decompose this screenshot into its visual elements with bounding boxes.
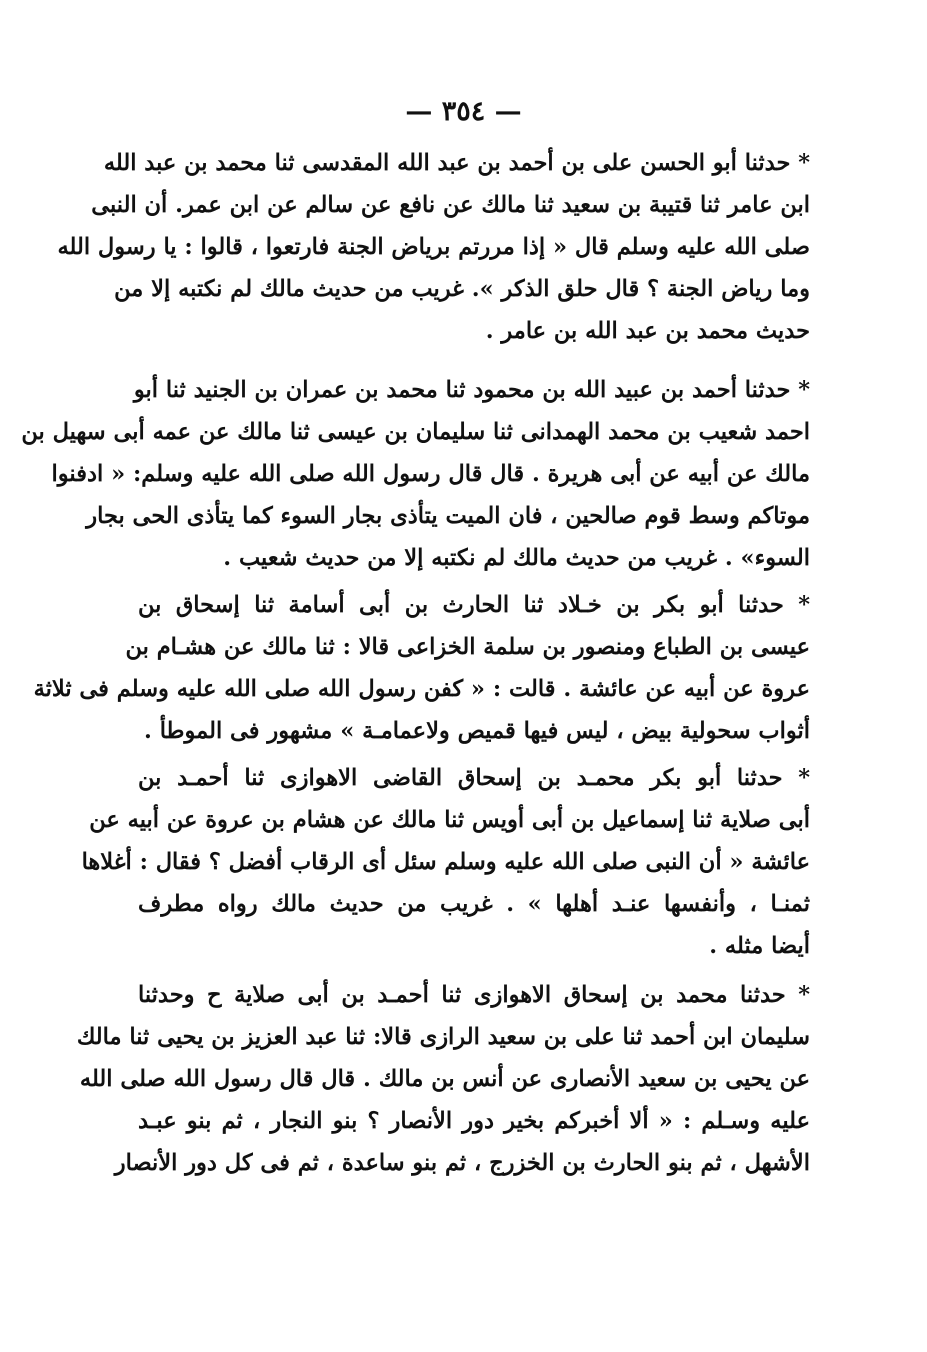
text-line: سليمان ابن أحمد ثنا على بن سعيد الرازى قالا: ثنا عبد العزيز بن يحيى ثنا مالك xyxy=(76,1024,810,1050)
hadith-paragraph xyxy=(21,369,810,579)
text-line: أيضا مثله . xyxy=(709,933,810,959)
text-line: أثواب سحولية بيض ، ليس فيها قميص ولاعمامـة » مشهور فى الموطأ . xyxy=(144,718,810,744)
text-line: الأشهل ، ثم بنو الحارث بن الخزرج ، ثم بنو ساعدة ، ثم فى كل دور الأنصار xyxy=(114,1150,810,1176)
text-line: احمد شعيب بن محمد الهمدانى ثنا سليمان بن عيسى ثنا مالك عن عمه أبى سهيل بن xyxy=(21,419,810,445)
hadith-paragraph xyxy=(57,142,810,352)
text-line: ثمنـا ، وأنفسها عنـد أهلها » . غريب من حديث مالك رواه مطرف xyxy=(138,891,810,917)
page-number: — ٣٥٤ — xyxy=(405,96,522,127)
text-line: * حدثنا محمد بن إسحاق الاهوازى ثنا أحمـد بن أبى صلاية ح وحدثنا xyxy=(138,982,810,1008)
text-line: عليه وسـلم : « ألا أخبركم بخير دور الأنصار ؟ بنو النجار ، ثم بنو عبـد xyxy=(138,1108,810,1134)
text-line: * حدثنا أبو بكر بن خـلاد ثنا الحارث بن أبى أسامة ثنا إسحاق بن xyxy=(138,592,810,618)
text-line: * حدثنا أحمد بن عبيد الله بن محمود ثنا محمد بن عمران بن الجنيد ثنا أبو xyxy=(133,377,810,403)
hadith-paragraph xyxy=(33,584,810,752)
text-line: ابن عامر ثنا قتيبة بن سعيد ثنا مالك عن نافع عن سالم عن ابن عمر. أن النبى xyxy=(91,192,810,218)
text-line: حديث محمد بن عبد الله بن عامر . xyxy=(485,318,810,344)
text-line: عن يحيى بن سعيد الأنصارى عن أنس بن مالك . قال قال رسول الله صلى الله xyxy=(79,1066,810,1092)
text-line: وما رياض الجنة ؟ قال حلق الذكر ». غريب من حديث مالك لم نكتبه إلا من xyxy=(114,276,810,302)
text-line: عيسى بن الطباع ومنصور بن سلمة الخزاعى قالا : ثنا مالك عن هشـام بن xyxy=(125,634,810,660)
text-line: أبى صلاية ثنا إسماعيل بن أبى أويس ثنا مالك عن هشام بن عروة عن أبيه عن xyxy=(89,807,810,833)
text-line: صلى الله عليه وسلم قال « إذا مررتم برياض الجنة فارتعوا ، قالوا : يا رسول الله xyxy=(57,234,810,260)
text-line: * حدثنا أبو بكر محمـد بن إسحاق القاضى الاهوازى ثنا أحمـد بن xyxy=(138,765,810,791)
hadith-paragraph xyxy=(81,757,810,967)
text-line: عروة عن أبيه عن عائشة . قالت : « كفن رسول الله صلى الله عليه وسلم فى ثلاثة xyxy=(33,676,810,702)
text-line: السوء» . غريب من حديث مالك لم نكتبه إلا من حديث شعيب . xyxy=(223,545,810,571)
text-line: موتاكم وسط قوم صالحين ، فان الميت يتأذى بجار السوء كما يتأذى الحى بجار xyxy=(86,503,810,529)
text-line: مالك عن أبيه عن أبى هريرة . قال قال رسول الله صلى الله عليه وسلم: « ادفنوا xyxy=(51,461,810,487)
hadith-paragraph xyxy=(76,974,810,1184)
text-line: * حدثنا أبو الحسن على بن أحمد بن عبد الله المقدسى ثنا محمد بن عبد الله xyxy=(103,150,810,176)
text-line: عائشة « أن النبى صلى الله عليه وسلم سئل أى الرقاب أفضل ؟ فقال : أغلاها xyxy=(81,849,810,875)
